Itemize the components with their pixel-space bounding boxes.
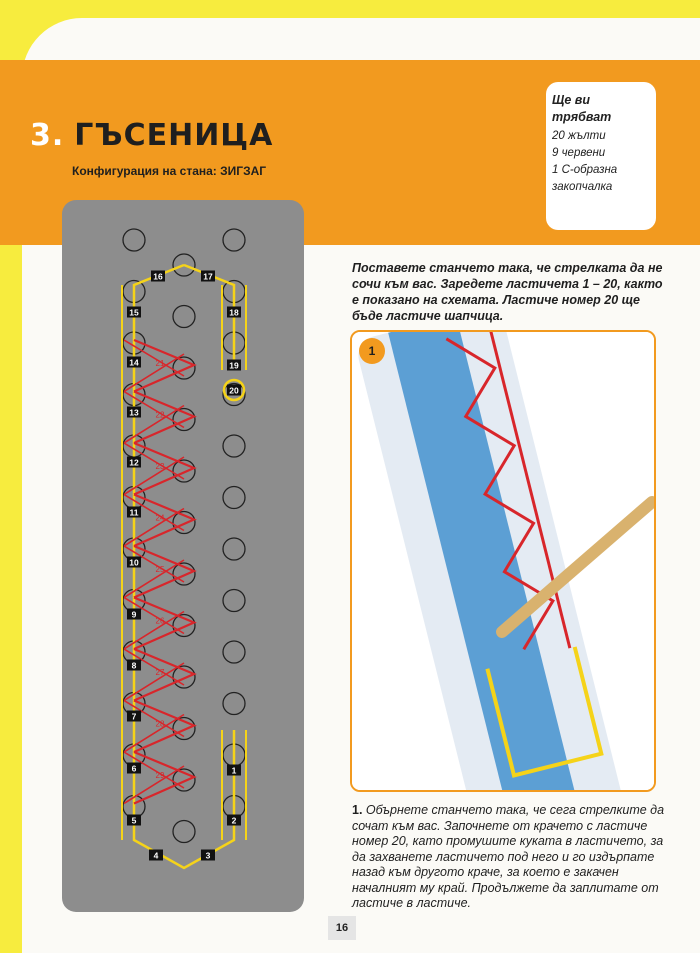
loom-peg: [223, 693, 245, 715]
materials-item: 1 С-образна закопчалка: [552, 164, 618, 193]
red-band-label: 29: [155, 771, 165, 780]
loom-peg: [223, 590, 245, 612]
materials-item: 20 жълти: [552, 130, 606, 142]
band-number-label: 8: [131, 660, 137, 671]
materials-box: [546, 82, 656, 230]
step-photo: [350, 330, 656, 792]
materials-item: 9 червени: [552, 147, 606, 159]
page-number: 16: [328, 916, 356, 940]
loom-peg: [123, 229, 145, 251]
step-instruction-number: 1.: [352, 803, 363, 817]
band-number-label: 7: [131, 711, 137, 722]
project-number: 3.: [30, 118, 65, 153]
band-number-label: 12: [129, 457, 139, 468]
loom-peg: [223, 229, 245, 251]
band-number-label: 5: [131, 815, 137, 826]
band-number-label: 13: [129, 407, 139, 418]
materials-heading: Ще ви трябват: [552, 93, 612, 124]
project-title: [30, 118, 273, 153]
band-number-label: 3: [205, 850, 211, 861]
red-band-label: 24: [155, 513, 165, 523]
band-number-label: 9: [131, 609, 137, 620]
band-number-label: 17: [203, 271, 213, 282]
band-number-label: 19: [229, 360, 239, 371]
band-number-label: 10: [129, 557, 139, 568]
loom-peg: [173, 306, 195, 328]
loom-photo-illustration: [352, 332, 654, 790]
band-number-label: 15: [129, 307, 139, 318]
red-band-label: 26: [155, 616, 165, 626]
red-band-label: 27: [155, 668, 165, 677]
loom-config-label: Конфигурация на стана: ЗИГЗАГ: [72, 164, 267, 178]
loom-svg: [62, 200, 304, 912]
band-number-label: 16: [153, 271, 163, 282]
loom-peg: [173, 254, 195, 276]
red-band-label: 25: [155, 565, 165, 574]
loom-peg: [173, 821, 195, 843]
step-number-badge: 1: [359, 338, 385, 364]
band-number-label: 18: [229, 307, 239, 318]
band-number-label: 1: [231, 765, 237, 776]
loom-peg: [223, 641, 245, 663]
band-number-label: 6: [131, 763, 137, 774]
red-band-label: 23: [155, 462, 165, 471]
red-band-label: 22: [155, 410, 165, 420]
red-band-label: 28: [155, 719, 165, 729]
band-number-label: 20: [229, 385, 239, 396]
step-instruction-text: Обърнете станчето така, че сега стрелките да сочат към вас. Започнете от крачето с ластиче номер 20, като промушите куката в ластичето, за да захванете ластичето под него и го издърпате назад към другото краче, за което е закачен началният му край. Продължете да заплитате от ластиче в ластиче.: [352, 803, 665, 910]
band-number-label: 14: [129, 357, 139, 368]
loom-peg: [223, 487, 245, 509]
loom-peg: [223, 538, 245, 560]
band-number-label: 2: [231, 815, 237, 826]
project-name: ГЪСЕНИЦА: [74, 118, 274, 153]
band-number-label: 11: [129, 507, 139, 518]
loom-diagram: [62, 200, 304, 912]
red-band-label: 21: [155, 359, 165, 368]
step-instruction: [352, 803, 674, 912]
loom-peg: [223, 435, 245, 457]
band-number-label: 4: [153, 850, 159, 861]
intro-text: Поставете станчето така, че стрелката да не сочи към вас. Заредете ластичета 1 – 20, както е показано на схемата. Ластиче номер 20 ще бъде ластиче шапчица.: [352, 261, 663, 323]
